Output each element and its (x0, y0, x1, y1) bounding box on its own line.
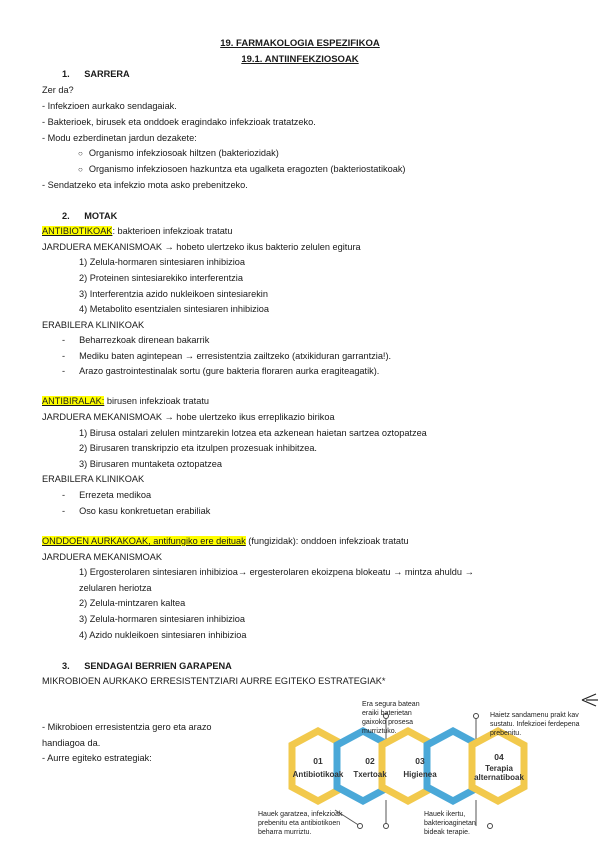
step-04-number: 04 (494, 752, 504, 762)
onddoen-term: ONDDOEN AURKAKOAK, antifungiko ere deituak (42, 536, 246, 546)
section-1-number: 1. (62, 69, 70, 79)
antibiralak-mechanism-3: 3) Birusaren muntaketa oztopatzea (79, 459, 222, 469)
connector-dot (488, 824, 493, 829)
clinical-3-text: Arazo gastrointestinalak sortu (gure bakteria floraren aurka eragiteagatik). (79, 366, 380, 376)
section-3-paragraph-1: - Mikrobioen erresistentzia gero eta arazo (42, 722, 212, 732)
onddoen-rest: (fungizidak): onddoen infekzioak tratatu (245, 536, 409, 546)
antibiralak-mechanism-2: 2) Birusaren transkripzio eta itzulpen prozesuak inhibitzea. (79, 443, 317, 453)
clinical-1-text: Beharrezkoak direnean bakarrik (79, 335, 210, 345)
section-3-number: 3. (62, 661, 70, 671)
note-04: Haietz sandamenu prakt kav sustatu. Infekzioei ferdepena prebenitu. (490, 712, 580, 737)
section-1-bullet-1: - Infekzioen aurkako sendagaiak. (42, 101, 177, 111)
step-01-number: 01 (313, 756, 323, 766)
pen-icon (582, 694, 598, 706)
note-03: Hauek ikertu, bakterioaginetan bideak terapie. (424, 811, 476, 836)
connector-dot (358, 824, 363, 829)
antibiralak-mechanisms-title: JARDUERA MEKANISMOAK → hobe ulertzeko ikus erreplikazio birikoa (42, 412, 335, 422)
note-01: Hauek garatzea, infekzioak prebenitu eta antibiotikoen beharra murriztu. (258, 811, 343, 836)
step-03 (392, 756, 448, 779)
antibiralak-clinical-title: ERABILERA KLINIKOAK (42, 474, 145, 484)
antibiotikoak-term: ANTIBIOTIKOAK (42, 226, 113, 236)
section-1-bullet-3: - Modu ezberdinetan jardun dezakete: (42, 133, 197, 143)
section-1-bullet-2: - Bakterioek, birusek eta onddoek eragindako infekzioak tratatzeko. (42, 117, 316, 127)
onddoen-mechanism-3: 3) Zelula-hormaren sintesiaren inhibizioa (79, 614, 245, 624)
circle-bullet-icon: ○ (78, 149, 83, 158)
step-03-name: Higienea (403, 770, 437, 779)
section-1-bullet-4: - Sendatzeko eta infekzio mota asko prebenitzeko. (42, 180, 248, 190)
note-02: Era segura batean eraiki baterietan gaixoko prosesa murriztuko. (362, 701, 420, 735)
section-2-title: MOTAK (84, 211, 118, 221)
section-2-number: 2. (62, 211, 70, 221)
onddoen-mechanisms-title: JARDUERA MEKANISMOAK (42, 552, 162, 562)
antibiotikoak-mechanism-1: 1) Zelula-hormaren sintesiaren inhibizioa (79, 257, 245, 267)
section-3-subtitle: MIKROBIOEN AURKAKO ERRESISTENTZIARI AURRE EGITEKO ESTRATEGIAK* (42, 676, 386, 686)
subbullet-2-text: Organismo infekziosoen hazkuntza eta ugalketa eragozten (bakteriostatikoak) (88, 164, 406, 174)
dash-bullet: - (62, 490, 66, 500)
antibiotikoak-mechanism-2: 2) Proteinen sintesiarekiko interferentzia (79, 273, 243, 283)
onddoen-mechanism-2: 2) Zelula-mintzaren kaltea (79, 598, 186, 608)
step-02-name: Txertoak (353, 770, 387, 779)
section-1-title: SARRERA (84, 69, 130, 79)
antibiotikoak-mechanism-3: 3) Interferentzia azido nukleikoen sintesiarekin (79, 289, 268, 299)
clinical-2-text: Mediku baten agintepean → erresistentzia zailtzeko (atxikiduran garrantzia!). (79, 351, 392, 361)
antibiotikoak-clinical-title: ERABILERA KLINIKOAK (42, 320, 145, 330)
section-3-title: SENDAGAI BERRIEN GARAPENA (84, 661, 232, 671)
dash-bullet: - (62, 351, 66, 361)
onddoen-mechanism-1a: 1) Ergosterolaren sintesiaren inhibizioa→ ergesterolaren ekoizpena blokeatu → mintza ahuldu → (79, 567, 474, 577)
dash-bullet: - (62, 366, 66, 376)
section-1-question: Zer da? (42, 85, 74, 95)
step-03-number: 03 (415, 756, 425, 766)
antibiotikoak-mechanism-4: 4) Metabolito esentzialen sintesiaren inhibizioa (79, 304, 269, 314)
dash-bullet: - (62, 335, 66, 345)
antibiralak-term: ANTIBIRALAK: (42, 396, 105, 406)
onddoen-mechanism-1b: zelularen heriotza (79, 583, 152, 593)
antibiotikoak-mechanisms-title: JARDUERA MEKANISMOAK → hobeto ulertzeko ikus bakterio zelulen egitura (42, 242, 361, 252)
step-04 (474, 752, 524, 782)
circle-bullet-icon: ○ (78, 165, 83, 174)
step-04-name: Terapia alternatiboak (474, 764, 524, 782)
connector-dot (474, 714, 479, 719)
step-02-number: 02 (365, 756, 375, 766)
antibiralak-mechanism-1: 1) Birusa ostalari zelulen mintzarekin lotzea eta azkenean haietan sartzea oztopatzea (79, 428, 427, 438)
section-3-paragraph-2: handiagoa da. (42, 738, 101, 748)
antibiralak-clinical-1-text: Errezeta medikoa (79, 490, 152, 500)
dash-bullet: - (62, 506, 66, 516)
step-02 (342, 756, 398, 779)
section-3-paragraph-3: - Aurre egiteko estrategiak: (42, 753, 152, 763)
antibiralak-clinical-2-text: Oso kasu konkretuetan erabiliak (79, 506, 211, 516)
onddoen-mechanism-4: 4) Azido nukleikoen sintesiaren inhibizioa (79, 630, 247, 640)
document-title: 19. FARMAKOLOGIA ESPEZIFIKOA (220, 38, 380, 49)
document-subtitle: 19.1. ANTIINFEKZIOSOAK (241, 54, 359, 65)
antibiralak-rest: birusen infekzioak tratatu (104, 396, 209, 406)
step-01-name: Antibiotikoak (292, 770, 344, 779)
step-01 (290, 756, 346, 779)
connector-dot (384, 824, 389, 829)
subbullet-1-text: Organismo infekziosoak hiltzen (bakteriozidak) (88, 148, 279, 158)
antibiotikoak-rest: : bakterioen infekzioak tratatu (112, 226, 233, 236)
